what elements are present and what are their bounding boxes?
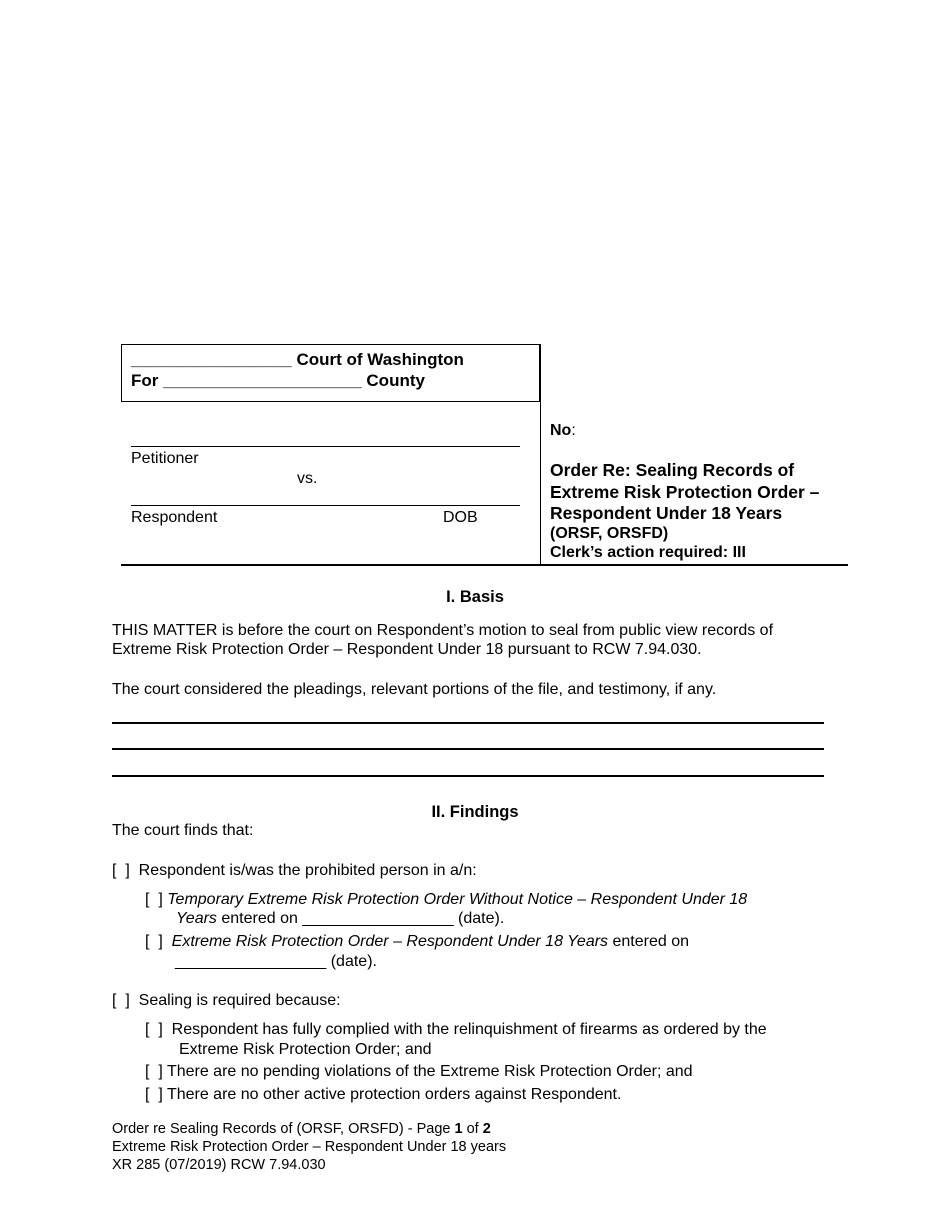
finding-temporary-erpo-line-2: Years entered on _________________ (date). (176, 910, 505, 927)
footer-form-code: XR 285 (07/2019) RCW 7.94.030 (112, 1157, 326, 1173)
page-number: 1 (454, 1121, 463, 1137)
finding-prohibited-person: [ ] Respondent is/was the prohibited person in a/n: (112, 862, 477, 879)
case-number (550, 421, 576, 441)
checkbox[interactable]: [ ] (112, 992, 130, 1009)
form-codes: (ORSF, ORSFD) (550, 525, 669, 542)
finding-sealing-required: [ ] Sealing is required because: (112, 992, 341, 1009)
blank-line-3 (112, 775, 824, 777)
title-line-1: Order Re: Sealing Records of (550, 460, 795, 480)
checkbox[interactable]: [ ] (145, 933, 163, 950)
document-title (550, 460, 850, 525)
blank-line-2 (112, 748, 824, 750)
respondent-name-line (131, 505, 520, 506)
checkbox[interactable]: [ ] (145, 891, 163, 908)
title-line-3: Respondent Under 18 Years (550, 503, 783, 523)
vs-label: vs. (297, 470, 318, 487)
findings-intro: The court finds that: (112, 822, 254, 839)
basis-considered: The court considered the pleadings, relevant portions of the file, and testimony, if any. (112, 681, 717, 698)
respondent-label: Respondent (131, 509, 218, 526)
blank-line-1 (112, 722, 824, 724)
finding-temporary-erpo: [ ] Temporary Extreme Risk Protection Order Without Notice – Respondent Under 18 (145, 891, 748, 908)
finding-relinquishment-line-2: Extreme Risk Protection Order; and (179, 1041, 432, 1058)
finding-no-other-orders: [ ] There are no other active protection orders against Respondent. (145, 1086, 622, 1103)
case-number-colon: : (571, 422, 576, 439)
footer-page-info: Order re Sealing Records of (ORSF, ORSFD) - Page 1 of 2 (112, 1121, 491, 1137)
basis-heading: I. Basis (446, 588, 504, 606)
basis-paragraph-line-2: Extreme Risk Protection Order – Respondent Under 18 pursuant to RCW 7.94.030. (112, 641, 702, 658)
checkbox[interactable]: [ ] (145, 1086, 163, 1103)
checkbox[interactable]: [ ] (145, 1021, 163, 1038)
case-number-label: No (550, 422, 572, 439)
court-label: Court of Washington (296, 350, 464, 369)
title-line-2: Extreme Risk Protection Order – (550, 481, 820, 502)
dob-label: DOB (443, 509, 478, 526)
caption-bottom-rule (121, 564, 848, 566)
footer-form-name: Extreme Risk Protection Order – Respondent Under 18 years (112, 1139, 507, 1155)
court-of-washington-line (131, 350, 464, 370)
county-label: County (366, 371, 425, 390)
finding-no-pending-violations: [ ] There are no pending violations of the Extreme Risk Protection Order; and (145, 1063, 693, 1080)
county-blank: _____________________ (163, 371, 362, 390)
finding-relinquishment: [ ] Respondent has fully complied with the relinquishment of firearms as ordered by the (145, 1021, 767, 1038)
checkbox[interactable]: [ ] (145, 1063, 163, 1080)
petitioner-label: Petitioner (131, 450, 199, 467)
findings-heading: II. Findings (431, 803, 519, 821)
petitioner-name-line (131, 446, 520, 447)
checkbox[interactable]: [ ] (112, 862, 130, 879)
basis-paragraph-line-1: THIS MATTER is before the court on Respondent’s motion to seal from public view records of (112, 622, 774, 639)
page-total: 2 (482, 1121, 491, 1137)
finding-full-erpo: [ ] Extreme Risk Protection Order – Respondent Under 18 Years entered on (145, 933, 690, 950)
clerk-action: Clerk’s action required: III (550, 544, 746, 561)
county-line (131, 371, 425, 391)
court-blank: _________________ (131, 350, 292, 369)
for-label: For (131, 371, 159, 390)
finding-full-erpo-date: _________________ (date). (175, 953, 377, 970)
caption-divider (540, 344, 541, 566)
